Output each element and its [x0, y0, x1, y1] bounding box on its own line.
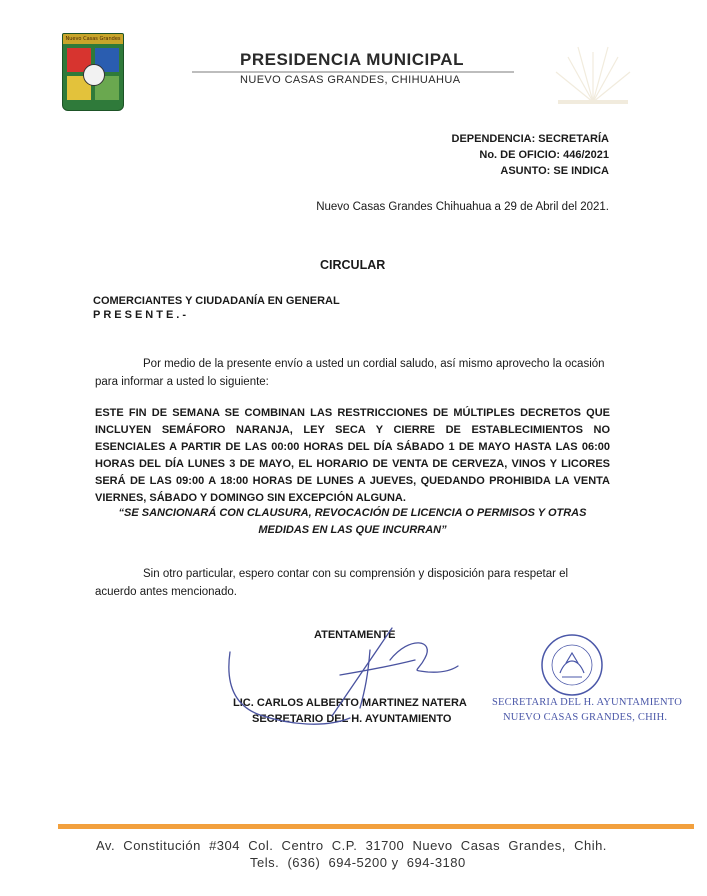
header-title: PRESIDENCIA MUNICIPAL	[240, 50, 464, 69]
meta-asunto: ASUNTO: SE INDICA	[500, 165, 609, 177]
footer-address: Av. Constitución #304 Col. Centro C.P. 31700 Nuevo Casas Grandes, Chih.	[96, 838, 607, 853]
crest-center-emblem	[83, 64, 105, 86]
meta-oficio-number: No. DE OFICIO: 446/2021	[479, 149, 609, 161]
handwritten-signature	[220, 620, 460, 735]
seal-text-line-1: SECRETARIA DEL H. AYUNTAMIENTO	[492, 697, 683, 708]
signer-title: SECRETARIO DEL H. AYUNTAMIENTO	[252, 713, 452, 725]
presente-line: PRESENTE.-	[93, 309, 190, 321]
header-divider	[192, 71, 514, 73]
signoff-atentamente: ATENTAMENTE	[314, 629, 396, 641]
header-subtitle: NUEVO CASAS GRANDES, CHIHUAHUA	[240, 74, 461, 86]
crest-caption: Nuevo Casas Grandes	[65, 36, 121, 42]
watermark-emblem-icon	[548, 32, 638, 110]
signer-name: LIC. CARLOS ALBERTO MARTINEZ NATERA	[233, 697, 467, 709]
place-and-date: Nuevo Casas Grandes Chihuahua a 29 de Abril del 2021.	[316, 201, 609, 213]
meta-dependencia: DEPENDENCIA: SECRETARÍA	[451, 133, 609, 145]
footer-accent-rule	[58, 824, 694, 829]
sanction-quote: “SE SANCIONARÁ CON CLAUSURA, REVOCACIÓN DE LICENCIA O PERMISOS Y OTRAS MEDIDAS EN LAS QUE INCURRAN”	[118, 507, 587, 536]
closing-paragraph: Sin otro particular, espero contar con su comprensión y disposición para respetar el acuerdo antes mencionado.	[95, 568, 569, 598]
official-seal-icon	[540, 633, 604, 697]
seal-text-line-2: NUEVO CASAS GRANDES, CHIH.	[503, 712, 668, 723]
footer-phones: Tels. (636) 694-5200 y 694-3180	[250, 855, 466, 870]
intro-paragraph: Por medio de la presente envío a usted un cordial saludo, así mismo aprovecho la ocasión para informar a usted lo siguiente:	[95, 358, 605, 388]
municipal-crest-logo	[62, 33, 124, 111]
announcement-paragraph: ESTE FIN DE SEMANA SE COMBINAN LAS RESTRICCIONES DE MÚLTIPLES DECRETOS QUE INCLUYEN SEMÁFORO NARANJA, LEY SECA Y CIERRE DE ESTABLECIMIENTOS NO ESENCIALES A PARTIR DE LAS 00:00 HORAS DEL DÍA SÁBADO 1 DE MAYO HASTA LAS 06:00 HORAS DEL DÍA LUNES 3 DE MAYO, EL HORARIO DE VENTA DE CERVEZA, VINOS Y LICORES SERÁ DE LAS 09:00 A 18:00 HORAS DE LUNES A JUEVES, QUEDANDO PROHIBIDA LA VENTA VIERNES, SÁBADO Y DOMINGO SIN EXCEPCIÓN ALGUNA.	[95, 407, 610, 504]
document-type-heading: CIRCULAR	[320, 258, 386, 272]
addressee-line: COMERCIANTES Y CIUDADANÍA EN GENERAL	[93, 295, 340, 307]
